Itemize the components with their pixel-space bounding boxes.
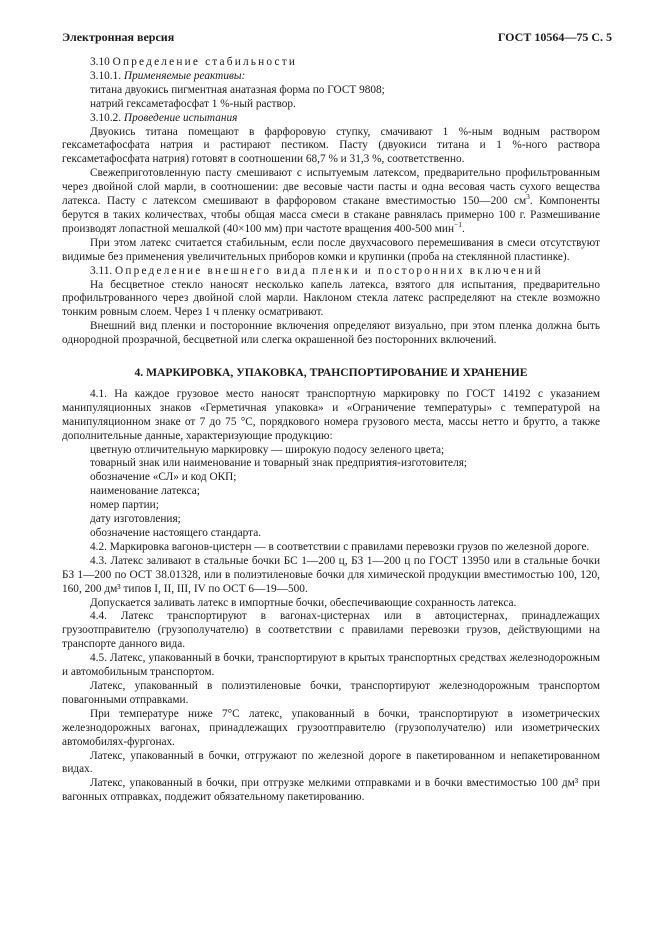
- reagent-item: натрий гексаметафосфат 1 %-ный раствор.: [90, 97, 296, 110]
- list-item: номер партии;: [90, 499, 159, 512]
- clause-number: 3.11.: [90, 264, 113, 277]
- reagent-item: титана двуокись пигментная анатазная форма по ГОСТ 9808;: [90, 83, 385, 96]
- list-item: обозначение настоящего стандарта.: [90, 527, 262, 539]
- superscript: −1: [454, 220, 462, 230]
- list-item: цветную отличительную маркировку — широкую подосу зеленого цвета;: [90, 443, 445, 456]
- text-run: .: [461, 222, 465, 235]
- clause-number: 3.10.1.: [90, 69, 122, 82]
- paragraph: Латекс, упакованный в бочки, отгружают по железной дороге в пакетированном и непакетированном видах.: [62, 749, 600, 776]
- clause-title: Определение внешнего вида пленки и посторонних включений: [115, 264, 543, 277]
- paragraph: 4.2. Маркировка вагонов-цистерн — в соответствии с правилами перевозки грузов по железной дороге.: [90, 540, 590, 553]
- list-item: наименование латекса;: [90, 485, 200, 498]
- paragraph: 4.1. На каждое грузовое место наносят транспортную маркировку по ГОСТ 14192 с указанием манипуляционных знаков «Герметичная упаковка» и «Ограничение температуры» с температурой на манипуляционном знаке от 7 до 75 °С, порядкового номера грузового места, массы нетто и брутто, а также дополнительные данные, характеризующие продукцию:: [62, 387, 600, 442]
- clause-3-10-2: [62, 112, 600, 126]
- paragraph: 4.4. Латекс транспортируют в вагонах-цистернах или в автоцистернах, принадлежащих грузоотправителю (грузополучателю) в соответствии с правилами перевозки грузов, действующими на транспорте данного вида.: [62, 610, 600, 651]
- paragraph: Двуокись титана помещают в фарфоровую ступку, смачивают 1 %-ным водным раствором гексаметафосфата натрия и растирают пестиком. Пасту (двуокиси титана и 1 %-ного раствора гексаметафосфата натрия) готовят в соотношении 68,7 % и 31,3 %, соответственно.: [62, 125, 600, 166]
- text-run: . Компоненты берутся в таких количествах, чтобы общая масса смеси в стакане равнялась примерно 100 г. Размешивание производят лопастной мешалкой (40×100 мм) при частоте вращения 400-500 мин: [62, 195, 601, 235]
- paragraph: При температуре ниже 7°С латекс, упакованный в бочки, транспортируют в изометрических железнодорожных вагонах, принадлежащих грузоотправителю (грузополучателю) или изометрических автомобилях-фургонах.: [62, 707, 600, 748]
- page-body: [62, 56, 600, 805]
- list-item: дату изготовления;: [90, 513, 181, 526]
- superscript: 3: [526, 192, 530, 202]
- paragraph: При этом латекс считается стабильным, если после двухчасового перемешивания в смеси отсутствуют видимые без применения увеличительных приборов комки и крупинки (проба на стеклянной пластинке).: [62, 236, 600, 263]
- clause-title: Применяемые реактивы:: [123, 69, 246, 82]
- clause-number: 3.10.2.: [90, 111, 122, 124]
- list-item: обозначение «СЛ» и код ОКП;: [90, 471, 237, 484]
- text-run: Свежеприготовленную пасту смешивают с испытуемым латексом, предварительно профильтрованным через двойной слой марли, в соотношении: две весовые части пасты и одна весовая часть сухого вещества латекса. Пасту с латексом смешивают в фарфоровом стакане вместимостью 150—200 см: [62, 167, 600, 208]
- paragraph: [62, 167, 600, 237]
- clause-3-10-heading: [62, 56, 600, 70]
- paragraph: 4.3. Латекс заливают в стальные бочки БС 1—200 ц, БЗ 1—200 ц по ГОСТ 13950 или в стальные бочки БЗ 1—200 по ОСТ 38.01328, или в полиэтиленовые бочки для химической продукции вместимостью 100, 120, 160, 200 дм³ типов I, II, III, IV по ОСТ 6—19—500.: [62, 554, 600, 595]
- header-edition: Электронная версия: [62, 30, 175, 44]
- section-4-title: 4. МАРКИРОВКА, УПАКОВКА, ТРАНСПОРТИРОВАНИЕ И ХРАНЕНИЕ: [134, 366, 528, 380]
- paragraph: 4.5. Латекс, упакованный в бочки, транспортируют в крытых транспортных средствах железнодорожным и автомобильным транспортом.: [62, 652, 600, 679]
- header-standard: ГОСТ 10564—75 С. 5: [497, 30, 612, 44]
- paragraph: Латекс, упакованный в бочки, при отгрузке мелкими отправками и в бочки вместимостью 100 дм³ при вагонных отправках, поддежит обязательному пакетированию.: [62, 777, 600, 804]
- clause-title: Определение стабильности: [112, 56, 298, 68]
- paragraph: Латекс, упакованный в полиэтиленовые бочки, транспортируют железнодорожным транспортом повагонными отправками.: [62, 679, 600, 706]
- list-item: товарный знак или наименование и товарный знак предприятия-изготовителя;: [90, 457, 468, 470]
- clause-number: 3.10: [90, 56, 110, 68]
- clause-title: Проведение испытания: [123, 111, 238, 124]
- paragraph: Внешний вид пленки и посторонние включения определяют визуально, при этом пленка должна быть однородной прозрачной, бесцветной или слегка окрашенной без посторонних включений.: [62, 320, 600, 347]
- clause-3-10-1: [62, 70, 600, 84]
- paragraph: На бесцветное стекло наносят несколько капель латекса, взятого для испытания, предварительно профильтрованного через двойной слой марли. Наклоном стекла латекс распределяют на стекле возможно тонким ровным слоем. Через 1 ч пленку осматривают.: [62, 278, 600, 319]
- clause-3-11-heading: [62, 265, 600, 279]
- paragraph: Допускается заливать латекс в импортные бочки, обеспечивающие сохранность латекса.: [90, 596, 517, 609]
